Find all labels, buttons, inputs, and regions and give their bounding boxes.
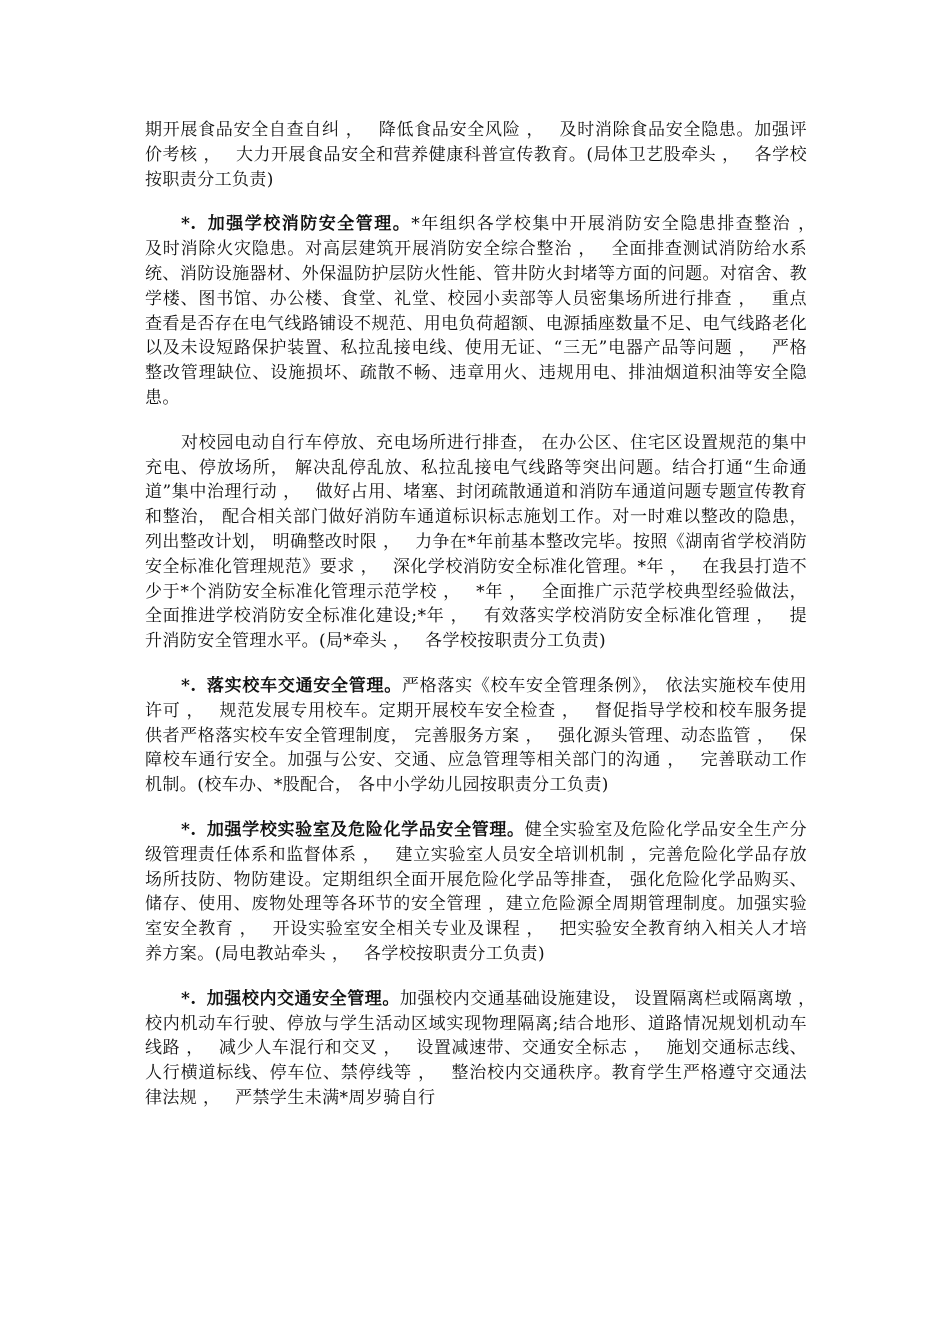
section-heading: 加强学校消防安全管理。 <box>206 214 412 235</box>
paragraph-text: *年组织各学校集中开展消防安全隐患排查整治 ， 及时消除火灾隐患。对高层建筑开展消防安全综合整治 ， 全面排查测试消防给水系统、消防设施器材、外保温防护层防火性能、管井防火封堵等方面的问题。对宿舍、教学楼、图书馆、办公楼、食堂、礼堂、校园小卖部等人员密集场所进行排查 ， 重点查看是否存在电气线路铺设不规范、用电负荷超额、电源插座数量不足、电气线路老化以及未设短路保护装置、私拉乱接电线、使用无证、“三无”电器产品等问题 ， 严格整改管理缺位、设施损坏、疏散不畅、违章用火、违规用电、排油烟道积油等安全隐患。 <box>145 214 831 408</box>
item-number: *. <box>181 819 197 840</box>
paragraph-text: 对校园电动自行车停放、充电场所进行排查， 在办公区、住宅区设置规范的集中充电、停放场所， 解决乱停乱放、私拉乱接电气线路等突出问题。结合打通“生命通道”集中治理行动 ， 做好占用、堵塞、封闭疏散通道和消防车通道问题专题宣传教育和整治， 配合相关部门做好消防车通道标识标志施划工作。对一时难以整改的隐患， 列出整改计划， 明确整改时限 ， 力争在*年前基本整改完毕。按照《湖南省学校消防安全标准化管理规范》要求 ， 深化学校消防安全标准化管理。*年 ， 在我县打造不少于*个消防安全标准化管理示范学校 ， *年 ， 全面推广示范学校典型经验做法， 全面推进学校消防安全标准化建设;*年 ， 有效落实学校消防安全标准化管理 ， 提升消防安全管理水平。(局*牵头 ， 各学校按职责分工负责) <box>145 432 807 652</box>
paragraph-campus-traffic-safety <box>145 987 831 1111</box>
item-number: *. <box>181 214 197 235</box>
paragraph-text: 期开展食品安全自查自纠 ， 降低食品安全风险 ， 及时消除食品安全隐患。加强评价考核 ， 大力开展食品安全和营养健康科普宣传教育。(局体卫艺股牵头 ， 各学校按职责分工负责) <box>145 120 807 190</box>
paragraph-food-safety-continued <box>145 118 807 192</box>
paragraph-school-bus-safety <box>145 674 807 798</box>
paragraph-text: 严格落实《校车安全管理条例》， 依法实施校车使用许可 ， 规范发展专用校车。定期开展校车安全检查 ， 督促指导学校和校车服务提供者严格落实校车安全管理制度， 完善服务方案 ， 强化源头管理、动态监管 ， 保障校车通行安全。加强与公安、交通、应急管理等相关部门的沟通 ， 完善联动工作机制。(校车办、*股配合， 各中小学幼儿园按职责分工负责) <box>145 675 807 796</box>
paragraph-fire-safety <box>145 212 831 410</box>
section-heading: 加强校内交通安全管理。 <box>206 988 400 1009</box>
paragraph-text: 健全实验室及危险化学品安全生产分级管理责任体系和监督体系 ， 建立实验室人员安全培训机制 ，完善危险化学品存放场所技防、物防建设。定期组织全面开展危险化学品等排查， 强化危险化学品购买、储存、使用、废物处理等各环节的安全管理 ，建立危险源全周期管理制度。加强实验室安全教育 ， 开设实验室安全相关专业及课程 ， 把实验安全教育纳入相关人才培养方案。(局电教站牵头 ， 各学校按职责分工负责) <box>145 819 807 964</box>
paragraph-text: 加强校内交通基础设施建设， 设置隔离栏或隔离墩 ， 校内机动车行驶、停放与学生活动区域实现物理隔离;结合地形、道路情况规划机动车线路 ， 减少人车混行和交叉 ， 设置减速带、交通安全标志 ， 施划交通标志线、人行横道标线、停车位、禁停线等 ， 整治校内交通秩序。教育学生严格遵守交通法律法规 ， 严禁学生未满*周岁骑自行 <box>145 988 831 1108</box>
paragraph-ebike-charging <box>145 431 807 654</box>
item-number: *. <box>181 675 197 696</box>
paragraph-lab-chemical-safety <box>145 818 807 967</box>
document-body <box>145 118 831 1131</box>
section-heading: 落实校车交通安全管理。 <box>206 675 402 696</box>
section-heading: 加强学校实验室及危险化学品安全管理。 <box>206 819 525 840</box>
item-number: *. <box>181 988 197 1009</box>
